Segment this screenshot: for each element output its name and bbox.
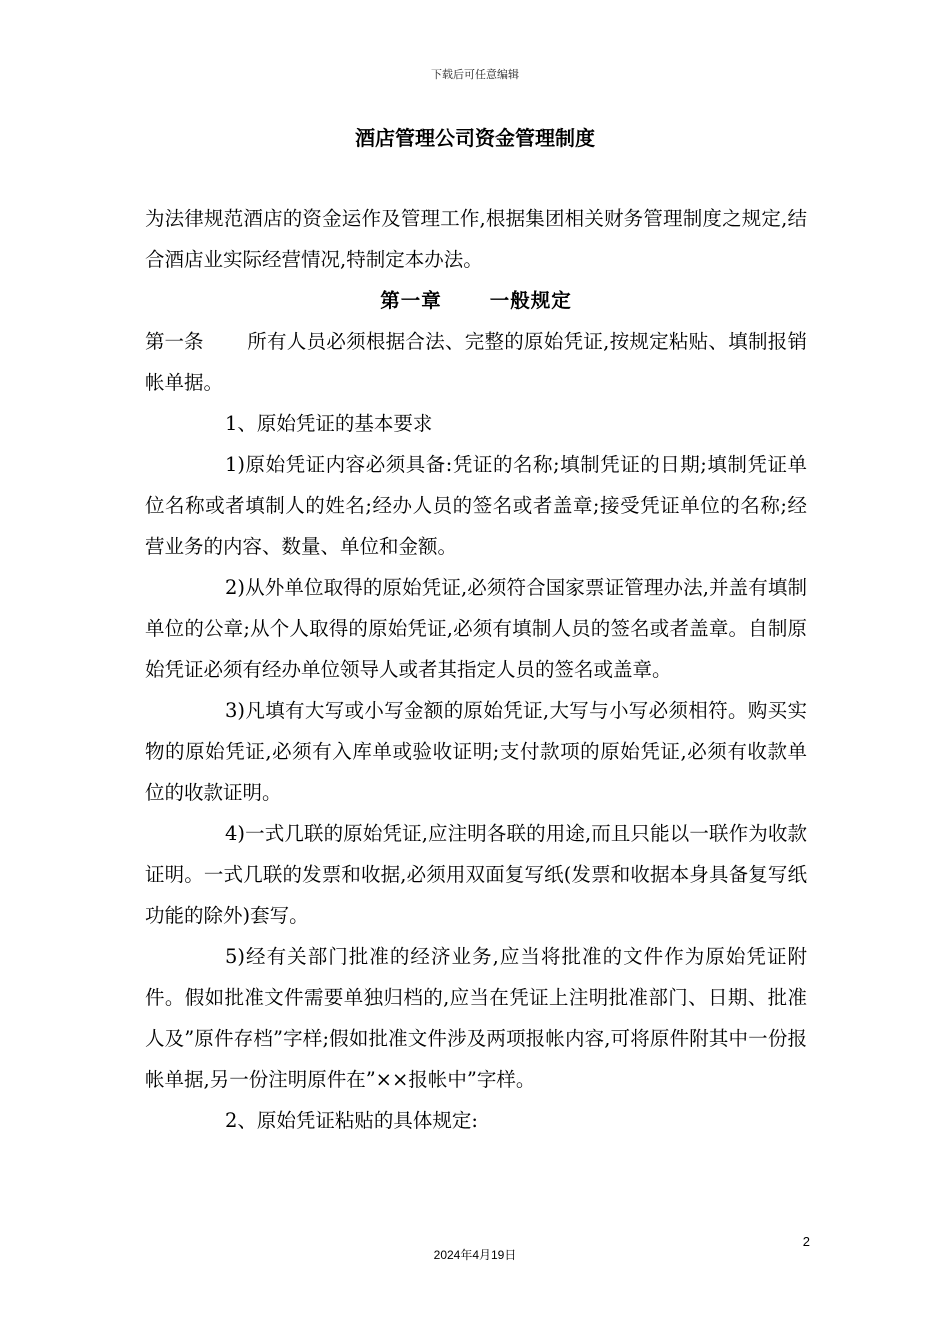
intro-paragraph: 为法律规范酒店的资金运作及管理工作,根据集团相关财务管理制度之规定,结合酒店业实际经营情况,特制定本办法。 — [145, 207, 807, 271]
list-item: 2)从外单位取得的原始凭证,必须符合国家票证管理办法,并盖有填制单位的公章;从个人取得的原始凭证,必须有填制人员的签名或者盖章。自制原始凭证必须有经办单位领导人或者其指定人员的签名或盖章。 — [145, 576, 807, 681]
article-paragraph — [145, 321, 807, 403]
chapter-number: 第一章 — [380, 289, 442, 312]
chapter-heading — [145, 280, 807, 321]
article-text: 所有人员必须根据合法、完整的原始凭证,按规定粘贴、填制报销帐单据。 — [145, 330, 807, 394]
footer-date: 2024年4月19日 — [433, 1248, 517, 1262]
document-body — [145, 198, 807, 1141]
list-item: 3)凡填有大写或小写金额的原始凭证,大写与小写必须相符。购买实物的原始凭证,必须有入库单或验收证明;支付款项的原始凭证,必须有收款单位的收款证明。 — [145, 699, 807, 804]
list-item: 1)原始凭证内容必须具备:凭证的名称;填制凭证的日期;填制凭证单位名称或者填制人的姓名;经办人员的签名或者盖章;接受凭证单位的名称;经营业务的内容、数量、单位和金额。 — [145, 453, 807, 558]
section-heading: 2、原始凭证粘贴的具体规定: — [225, 1109, 478, 1132]
list-item: 5)经有关部门批准的经济业务,应当将批准的文件作为原始凭证附件。假如批准文件需要单独归档的,应当在凭证上注明批准部门、日期、批准人及”原件存档”字样;假如批准文件涉及两项报帐内容,可将原件附其中一份报帐单据,另一份注明原件在”××报帐中”字样。 — [145, 945, 807, 1091]
document-title: 酒店管理公司资金管理制度 — [355, 126, 595, 150]
section-heading: 1、原始凭证的基本要求 — [225, 412, 433, 435]
article-number: 第一条 — [145, 330, 204, 353]
page-header: 下载后可任意编辑 — [431, 68, 519, 81]
page-number: 2 — [802, 1234, 810, 1249]
list-item: 4)一式几联的原始凭证,应注明各联的用途,而且只能以一联作为收款证明。一式几联的发票和收据,必须用双面复写纸(发票和收据本身具备复写纸功能的除外)套写。 — [145, 822, 807, 927]
chapter-name: 一般规定 — [489, 289, 572, 312]
